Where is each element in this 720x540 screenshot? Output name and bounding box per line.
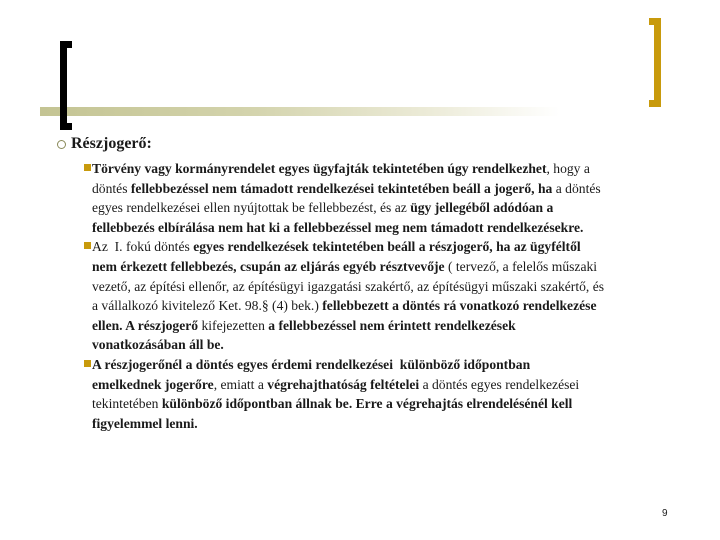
bold-text: a fellebbezéssel nem érintett rendelkezések [268, 317, 516, 333]
text-segment: vezető, az építési ellenőr, az építésügyi igazgatási szakértő, az építésügyi műszaki szakértő, és [92, 278, 605, 294]
bullet-paragraph [84, 237, 704, 355]
square-bullet-icon [84, 242, 91, 249]
bullet-paragraph [84, 355, 704, 433]
text-segment: ( tervező, a felelős műszaki [444, 258, 598, 274]
text-segment: a vállalkozó kivitelező Ket. 98.§ (4) bek.) [92, 298, 323, 314]
bold-text: figyelemmel lenni. [92, 415, 198, 431]
text-segment: a döntés [552, 180, 601, 196]
text-segment: , hogy a [546, 161, 590, 176]
bold-text: nem érkezett fellebbezés, csupán az eljárás egyéb résztvevője [92, 258, 445, 274]
square-bullet-icon [84, 164, 91, 171]
circle-bullet-icon [57, 140, 66, 149]
text-line [84, 179, 704, 199]
bullet-paragraph [84, 159, 704, 237]
bold-text: emelkednek jogerőre [92, 376, 214, 392]
text-segment: , emiatt a [213, 376, 268, 392]
text-line [84, 198, 704, 218]
title-underline-bar [40, 107, 560, 116]
text-line [84, 257, 704, 277]
slide-body [84, 159, 704, 433]
bold-text: fellebbezés elbírálása nem hat ki a fellebbezéssel meg nem támadott rendelkezésekre. [92, 219, 584, 235]
text-line [84, 277, 704, 297]
text-line [84, 218, 704, 238]
bold-text: egyes rendelkezések tekintetében beáll a részjogerő, ha az ügyféltől [193, 239, 581, 255]
text-segment: tekintetében [92, 396, 162, 412]
text-line [84, 296, 704, 316]
heading-text: Részjogerő: [71, 135, 152, 152]
text-segment: döntés [92, 180, 131, 196]
left-bracket-decoration [60, 41, 67, 130]
text-line [84, 237, 704, 257]
text-segment: a döntés egyes rendelkezései [419, 376, 580, 392]
bold-text: ellen. A részjogerő [92, 317, 199, 333]
bold-text: különböző időpontban állnak be. Erre a végrehajtás elrendelésénél kell [161, 396, 573, 412]
bold-text: végrehajthatóság feltételei [267, 376, 420, 392]
text-segment: egyes rendelkezései ellen nyújtottak be fellebbezést, és az [92, 200, 411, 216]
text-segment: kifejezetten [198, 317, 269, 333]
square-bullet-icon [84, 360, 91, 367]
text-line [84, 414, 704, 434]
text-segment: Az I. fokú döntés [92, 239, 194, 255]
right-bracket-decoration [654, 18, 661, 107]
bold-text: vonatkozásában áll be. [92, 337, 224, 353]
text-line [84, 316, 704, 336]
bold-text: A részjogerőnél a döntés egyes érdemi rendelkezései különböző időpontban [92, 356, 531, 372]
text-line [84, 355, 704, 375]
text-line [84, 394, 704, 414]
bold-text: fellebbezett a döntés rá vonatkozó rendelkezése [322, 298, 597, 314]
text-line [84, 335, 704, 355]
bold-text: fellebbezéssel nem támadott rendelkezései tekintetében beáll a jogerő, ha [130, 180, 553, 196]
bold-text: ügy jellegéből adódóan a [410, 200, 554, 216]
text-line [84, 375, 704, 395]
bold-text: Törvény vagy kormányrendelet egyes ügyfajták tekintetében úgy rendelkezhet [92, 161, 547, 176]
page-number: 9 [662, 508, 668, 519]
text-line [84, 159, 704, 179]
slide-heading [57, 135, 152, 153]
